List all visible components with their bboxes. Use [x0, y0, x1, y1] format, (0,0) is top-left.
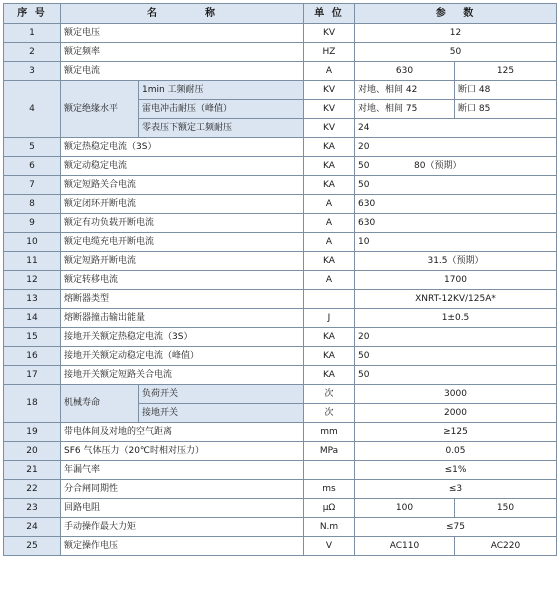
row-name: 接地开关额定短路关合电流: [61, 366, 304, 385]
table-row: [4, 290, 557, 309]
table-row: [4, 442, 557, 461]
row-name: 额定操作电压: [61, 537, 304, 556]
row-name: 分合闸同期性: [61, 480, 304, 499]
header-unit: 单 位: [304, 4, 355, 24]
row-unit: [304, 290, 355, 309]
row-name: 额定频率: [61, 43, 304, 62]
header-name: [61, 4, 304, 24]
row-no: 24: [4, 518, 61, 537]
sub-name: 零表压下额定工频耐压: [139, 119, 304, 138]
row-value: 630: [355, 214, 557, 233]
row-name: 额定动稳定电流: [61, 157, 304, 176]
row-unit: KA: [304, 157, 355, 176]
sub-unit: KV: [304, 100, 355, 119]
row-unit: A: [304, 271, 355, 290]
row-no: 1: [4, 24, 61, 43]
row-value: [355, 157, 557, 176]
row-unit: KA: [304, 366, 355, 385]
row-value: ≤3: [355, 480, 557, 499]
row-no: 17: [4, 366, 61, 385]
row-value: 20: [355, 328, 557, 347]
row-value: 20: [355, 138, 557, 157]
table-row: [4, 81, 557, 100]
row-name: 回路电阻: [61, 499, 304, 518]
header-no: 序 号: [4, 4, 61, 24]
row-value-2: 80（预期）: [414, 160, 462, 171]
sub-unit: KV: [304, 81, 355, 100]
row-unit: A: [304, 62, 355, 81]
row-no: 8: [4, 195, 61, 214]
row-no: 22: [4, 480, 61, 499]
row-value: ≤1%: [355, 461, 557, 480]
row-unit: J: [304, 309, 355, 328]
row-unit: MPa: [304, 442, 355, 461]
table-row: [4, 233, 557, 252]
row-name: 带电体间及对地的空气距离: [61, 423, 304, 442]
row-unit: KA: [304, 176, 355, 195]
table-row: [4, 157, 557, 176]
table-row: [4, 24, 557, 43]
row-no: 16: [4, 347, 61, 366]
row-no: 5: [4, 138, 61, 157]
row-value: 630: [355, 195, 557, 214]
row-no: 2: [4, 43, 61, 62]
row-name: 额定电压: [61, 24, 304, 43]
sub-value-2: 断口 85: [455, 100, 557, 119]
row-no: 6: [4, 157, 61, 176]
row-value: 50: [355, 43, 557, 62]
row-value: 31.5（预期）: [355, 252, 557, 271]
row-unit: mm: [304, 423, 355, 442]
row-name: 额定电流: [61, 62, 304, 81]
header-name-a: 名: [147, 8, 159, 19]
table-row: [4, 176, 557, 195]
row-name: 额定绝缘水平: [61, 81, 139, 138]
sub-value-2: 断口 48: [455, 81, 557, 100]
sub-value: 24: [355, 119, 557, 138]
table-row: [4, 271, 557, 290]
row-value-1: 630: [355, 62, 455, 81]
row-value-2: 125: [455, 62, 557, 81]
row-value-2: AC220: [455, 537, 557, 556]
sub-value-1: 对地、相间 42: [355, 81, 455, 100]
row-no: 4: [4, 81, 61, 138]
row-no: 14: [4, 309, 61, 328]
row-name: 接地开关额定动稳定电流（峰值）: [61, 347, 304, 366]
row-value-1: 100: [355, 499, 455, 518]
header-param-b: 数: [463, 8, 476, 19]
row-unit: HZ: [304, 43, 355, 62]
table-row: [4, 499, 557, 518]
spec-table-container: [3, 3, 557, 556]
row-value-2: 150: [455, 499, 557, 518]
row-value: XNRT-12KV/125A*: [355, 290, 557, 309]
row-unit: A: [304, 195, 355, 214]
row-no: 11: [4, 252, 61, 271]
header-params: [355, 4, 557, 24]
row-no: 15: [4, 328, 61, 347]
table-row: [4, 328, 557, 347]
row-value: 12: [355, 24, 557, 43]
row-no: 10: [4, 233, 61, 252]
row-name: 接地开关额定热稳定电流（3S）: [61, 328, 304, 347]
sub-name: 接地开关: [139, 404, 304, 423]
row-name: 年漏气率: [61, 461, 304, 480]
table-row: [4, 62, 557, 81]
row-no: 21: [4, 461, 61, 480]
row-unit: KA: [304, 347, 355, 366]
table-row: [4, 309, 557, 328]
table-row: [4, 480, 557, 499]
row-no: 18: [4, 385, 61, 423]
table-row: [4, 423, 557, 442]
row-value: 50: [355, 176, 557, 195]
row-unit: KA: [304, 138, 355, 157]
row-value: 1700: [355, 271, 557, 290]
sub-name: 负荷开关: [139, 385, 304, 404]
table-row: [4, 366, 557, 385]
row-value-1: 50: [358, 160, 370, 171]
row-name: 熔断器类型: [61, 290, 304, 309]
row-value: 50: [355, 366, 557, 385]
table-row: [4, 43, 557, 62]
row-no: 12: [4, 271, 61, 290]
header-row: [4, 4, 557, 24]
row-name: 额定闭环开断电流: [61, 195, 304, 214]
row-no: 13: [4, 290, 61, 309]
row-unit: [304, 461, 355, 480]
row-no: 23: [4, 499, 61, 518]
table-row: [4, 385, 557, 404]
sub-name: 雷电冲击耐压（峰值）: [139, 100, 304, 119]
row-unit: A: [304, 214, 355, 233]
row-no: 3: [4, 62, 61, 81]
row-unit: A: [304, 233, 355, 252]
row-unit: KA: [304, 328, 355, 347]
row-unit: KA: [304, 252, 355, 271]
row-no: 19: [4, 423, 61, 442]
sub-unit: 次: [304, 385, 355, 404]
row-value: ≤75: [355, 518, 557, 537]
row-no: 20: [4, 442, 61, 461]
row-value: 0.05: [355, 442, 557, 461]
table-row: [4, 537, 557, 556]
table-row: [4, 214, 557, 233]
row-value: 1±0.5: [355, 309, 557, 328]
row-unit: V: [304, 537, 355, 556]
row-value: 10: [355, 233, 557, 252]
row-unit: μΩ: [304, 499, 355, 518]
table-row: [4, 461, 557, 480]
sub-unit: KV: [304, 119, 355, 138]
row-name: 额定有功负载开断电流: [61, 214, 304, 233]
row-unit: KV: [304, 24, 355, 43]
row-value: 50: [355, 347, 557, 366]
row-value: ≥125: [355, 423, 557, 442]
sub-value: 2000: [355, 404, 557, 423]
table-row: [4, 518, 557, 537]
header-param-a: 参: [435, 8, 448, 19]
row-unit: ms: [304, 480, 355, 499]
row-no: 7: [4, 176, 61, 195]
row-name: 额定短路开断电流: [61, 252, 304, 271]
row-name: 熔断器撞击输出能量: [61, 309, 304, 328]
row-name: 额定转移电流: [61, 271, 304, 290]
table-row: [4, 138, 557, 157]
spec-table: [3, 3, 557, 556]
row-name: SF6 气体压力（20℃时相对压力）: [61, 442, 304, 461]
row-unit: N.m: [304, 518, 355, 537]
row-no: 25: [4, 537, 61, 556]
sub-value: 3000: [355, 385, 557, 404]
row-name: 手动操作最大力矩: [61, 518, 304, 537]
table-row: [4, 347, 557, 366]
sub-value-1: 对地、相间 75: [355, 100, 455, 119]
row-no: 9: [4, 214, 61, 233]
sub-name: 1min 工频耐压: [139, 81, 304, 100]
sub-unit: 次: [304, 404, 355, 423]
row-name: 额定热稳定电流（3S）: [61, 138, 304, 157]
row-name: 机械寿命: [61, 385, 139, 423]
row-name: 额定短路关合电流: [61, 176, 304, 195]
header-name-b: 称: [205, 8, 217, 19]
table-row: [4, 195, 557, 214]
table-row: [4, 252, 557, 271]
row-name: 额定电缆充电开断电流: [61, 233, 304, 252]
row-value-1: AC110: [355, 537, 455, 556]
